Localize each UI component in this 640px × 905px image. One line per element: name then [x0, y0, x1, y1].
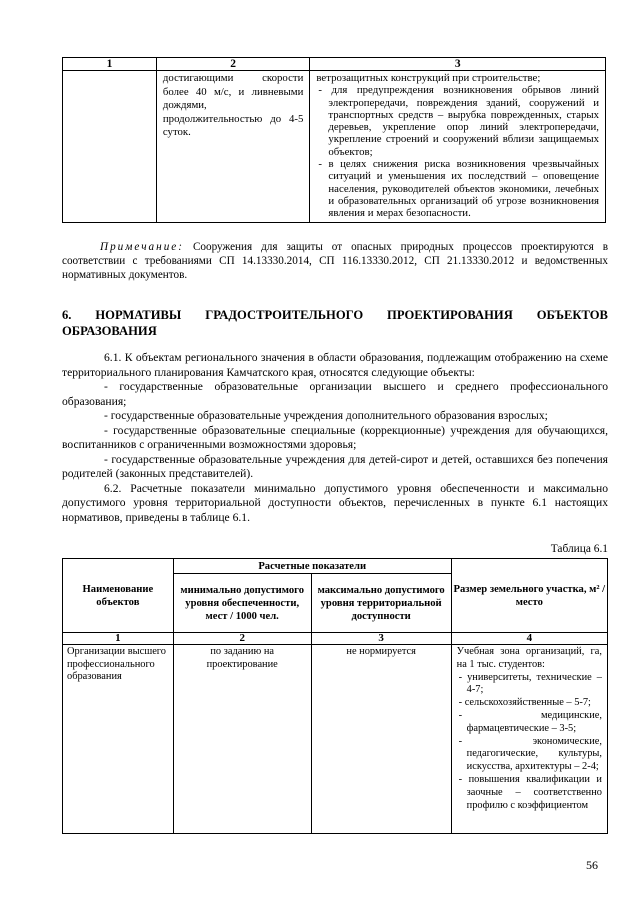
paragraph: - государственные образовательные учреждения дополнительного образования взрослых;: [104, 409, 548, 422]
hazard-description-cell: [156, 71, 309, 223]
table-6-1: [62, 558, 608, 834]
col-header-2: 2: [156, 58, 309, 71]
heading-line-2: ОБРАЗОВАНИЯ: [62, 323, 157, 338]
table-header-row: [63, 559, 608, 574]
measure-item: - в целях снижения риска возникновения чрезвычайных ситуаций и уменьшения их последствий – оповещение населения, руководителей объектов экономики, лечебных и образовательных организаций об угрозе возникновения явления и мерах безопасности.: [318, 158, 599, 220]
area-cell: [451, 645, 607, 834]
area-item: - университеты, технические – 4-7;: [458, 671, 602, 696]
area-item: - повышения квалификации и заочные – соответственно профилю с коэффициентом: [458, 773, 602, 811]
page-number: 56: [586, 858, 598, 872]
table-header-row: [63, 58, 606, 71]
paragraph: - государственные образовательные организации высшего и среднего профессионального образования;: [62, 380, 608, 408]
min-value: по заданию на проектирование: [206, 646, 278, 670]
heading-word: 6.: [62, 308, 72, 322]
max-value: не нормируется: [346, 646, 416, 657]
paragraph: - государственные образовательные учреждения для детей-сирот и детей, оставшихся без попечения родителей (законных представителей).: [62, 452, 608, 480]
area-item: - медицинские, фармацевтические – 3-5;: [458, 709, 602, 734]
note-paragraph: [62, 240, 608, 282]
header-min: минимально допустимого уровня обеспеченности, мест / 1000 чел.: [173, 574, 311, 633]
continuation-table: [62, 57, 606, 223]
col-header-3: 3: [310, 58, 606, 71]
header-group: Расчетные показатели: [173, 559, 451, 574]
col-header-1: 1: [63, 58, 157, 71]
table-row: [63, 71, 606, 223]
heading-word: ПРОЕКТИРОВАНИЯ: [387, 308, 513, 322]
header-area: Размер земельного участка, м² / место: [451, 559, 607, 633]
measures-cell: [310, 71, 606, 223]
column-number-row: [63, 633, 608, 645]
paragraph: - государственные образовательные специальные (коррекционные) учреждения для обучающихся, воспитанников с ограниченными возможностями здоровья;: [62, 423, 608, 451]
empty-cell: [63, 71, 157, 223]
area-item: - экономические, педагогические, культуры, искусства, архитектуры – 2-4;: [458, 735, 602, 773]
paragraph: 6.1. К объектам регионального значения в области образования, подлежащим отображению на схеме территориального планирования Камчатского края, относятся следующие объекты:: [62, 351, 608, 379]
measure-item: - для предупреждения возникновения обрывов линий электропередачи, повреждения зданий, сооружений и транспортных средств – вырубка поврежденных, старых деревьев, укрепление опор линий электропередачи, укрепление строений и сооружений вблизи защищаемых объектов;: [318, 84, 599, 158]
heading-word: НОРМАТИВЫ: [95, 308, 182, 322]
area-item: - сельскохозяйственные – 5-7;: [458, 697, 591, 709]
note-text: Сооружения для защиты от опасных природных процессов проектируются в соответствии с требованиями СП 14.13330.2014, СП 116.13330.2012, СП 21.13330.2012 и ведомственных нормативных документов.: [62, 241, 609, 281]
max-cell: [311, 645, 451, 834]
hazard-description: достигающими скорости более 40 м/с, и ливневыми дождями, продолжительностью до 4-5 суток.: [162, 72, 304, 138]
object-name: Организации высшего профессионального образования: [67, 646, 166, 682]
heading-word: ОБЪЕКТОВ: [536, 308, 608, 322]
section-heading: [62, 308, 608, 339]
header-name: Наименование объектов: [63, 559, 174, 633]
measure-item: ветрозащитных конструкций при строительстве;: [316, 72, 541, 84]
col-number: 4: [451, 633, 607, 645]
section-body: [62, 351, 608, 525]
col-number: 2: [173, 633, 311, 645]
min-cell: [173, 645, 311, 834]
col-number: 3: [311, 633, 451, 645]
header-max: максимально допустимого уровня территориальной доступности: [311, 574, 451, 633]
paragraph: 6.2. Расчетные показатели минимально допустимого уровня обеспеченности и максимально допустимого уровня территориальной доступности объектов, перечисленных в пункте 6.1 настоящих нормативов, приведены в таблице 6.1.: [62, 481, 608, 524]
table-caption: Таблица 6.1: [550, 543, 608, 555]
col-number: 1: [63, 633, 174, 645]
area-intro: Учебная зона организаций, га, на 1 тыс. студентов:: [456, 646, 602, 670]
object-name-cell: [63, 645, 174, 834]
note-label: Примечание:: [100, 241, 184, 253]
table-row: [63, 645, 608, 834]
heading-word: ГРАДОСТРОИТЕЛЬНОГО: [205, 308, 364, 322]
